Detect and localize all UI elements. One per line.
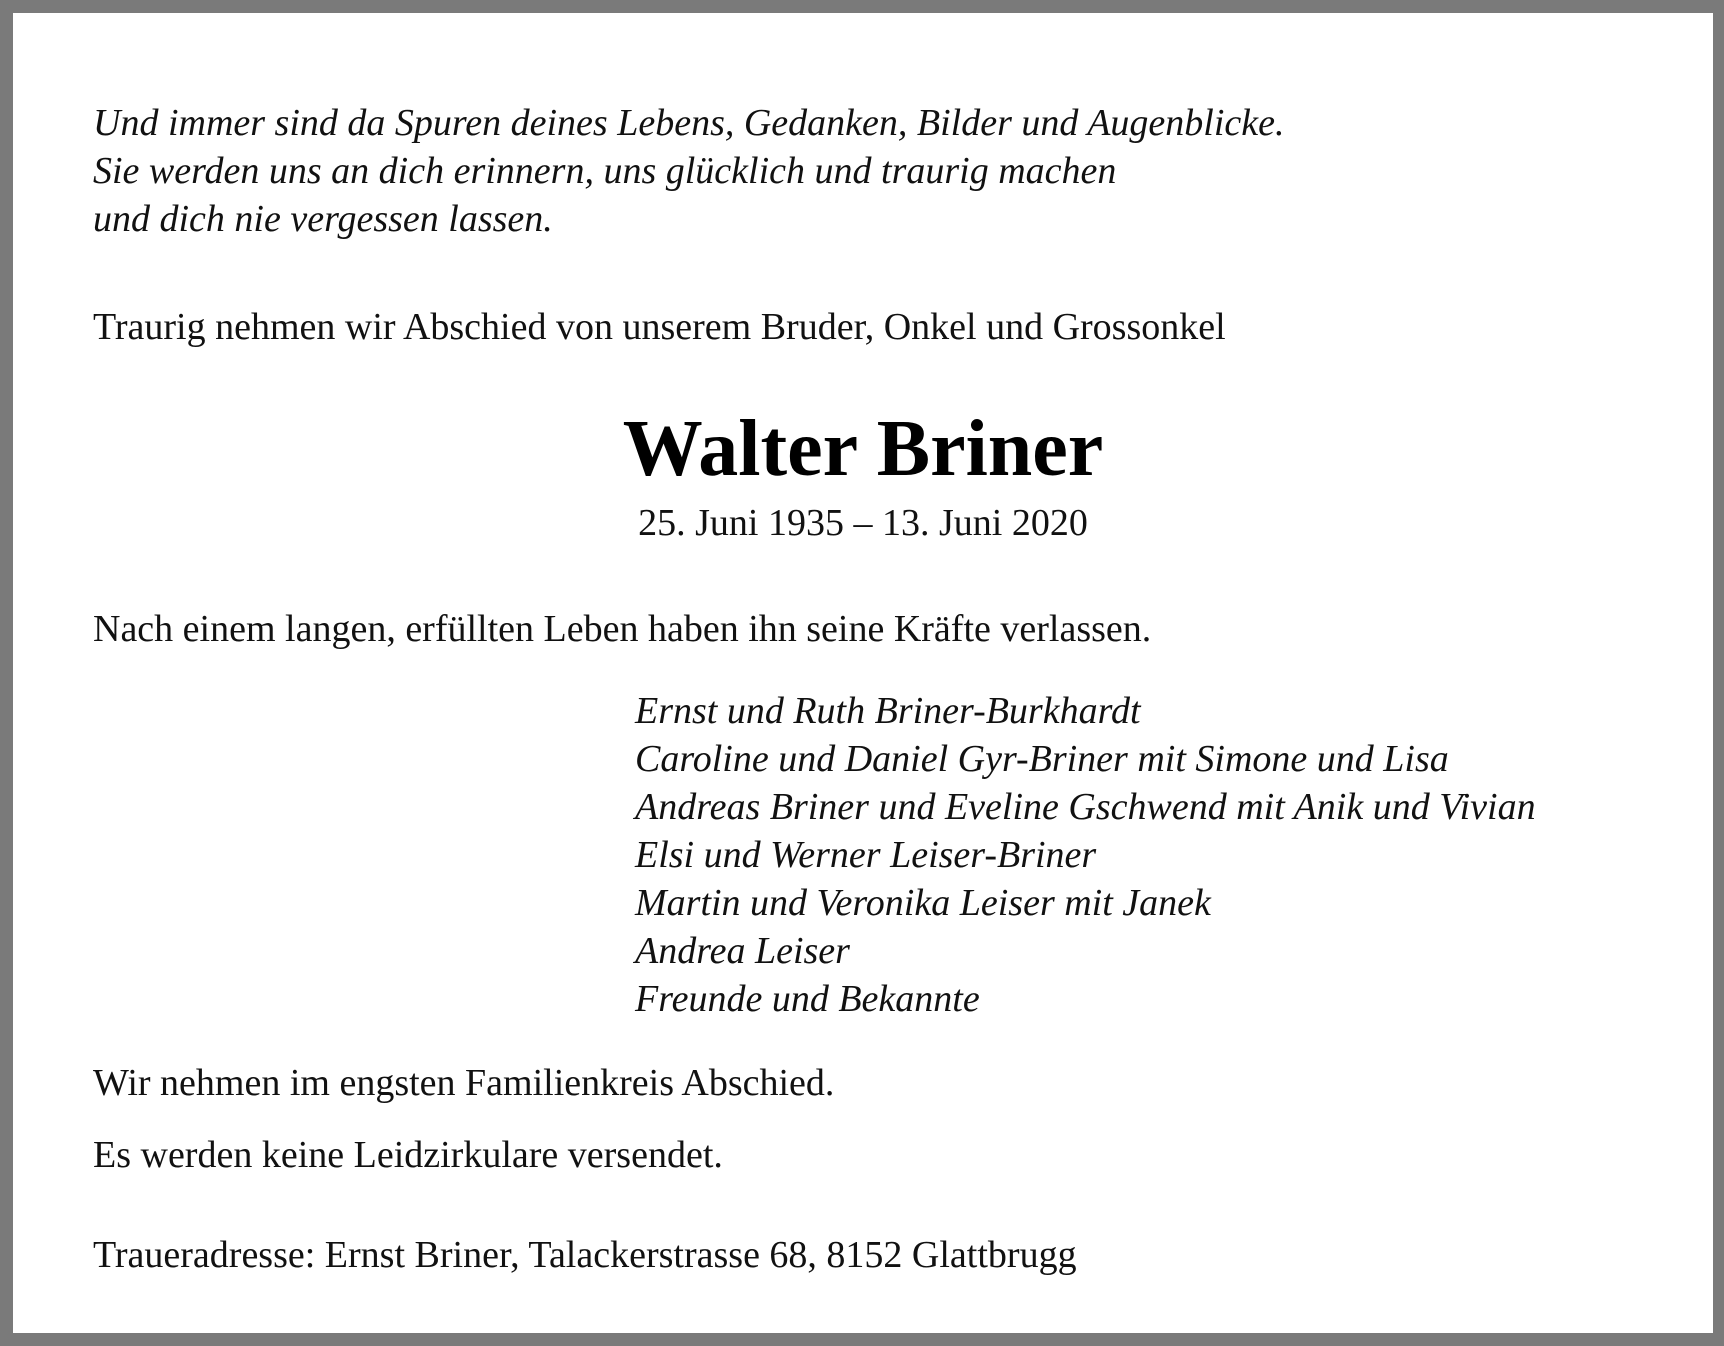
deceased-name: Walter Briner <box>622 405 1104 493</box>
ceremony-note: Wir nehmen im engsten Familienkreis Abschied. <box>93 1062 835 1104</box>
farewell-text: Nach einem langen, erfüllten Leben haben ihn seine Kräfte verlassen. <box>93 608 1152 650</box>
mourner-item: Elsi und Werner Leiser-Briner <box>635 834 1097 876</box>
mourner-item: Freunde und Bekannte <box>635 978 980 1020</box>
mourner-item: Andreas Briner und Eveline Gschwend mit Anik und Vivian <box>635 786 1536 828</box>
motto-line-2: Sie werden uns an dich erinnern, uns glücklich und traurig machen <box>93 150 1117 192</box>
intro-text: Traurig nehmen wir Abschied von unserem Bruder, Onkel und Grossonkel <box>93 306 1226 348</box>
mourner-item: Ernst und Ruth Briner-Burkhardt <box>635 690 1141 732</box>
motto-line-1: Und immer sind da Spuren deines Lebens, Gedanken, Bilder und Augenblicke. <box>93 102 1285 144</box>
mourners-list <box>635 687 1536 1023</box>
mourner-item: Caroline und Daniel Gyr-Briner mit Simone und Lisa <box>635 738 1449 780</box>
mourner-item: Andrea Leiser <box>635 930 850 972</box>
circular-note: Es werden keine Leidzirkulare versendet. <box>93 1134 723 1176</box>
mourner-item: Martin und Veronika Leiser mit Janek <box>635 882 1211 924</box>
motto-line-3: und dich nie vergessen lassen. <box>93 198 553 240</box>
obituary-notice <box>13 13 1713 1333</box>
mourning-address: Traueradresse: Ernst Briner, Talackerstrasse 68, 8152 Glattbrugg <box>93 1234 1077 1276</box>
life-dates: 25. Juni 1935 – 13. Juni 2020 <box>638 502 1088 544</box>
